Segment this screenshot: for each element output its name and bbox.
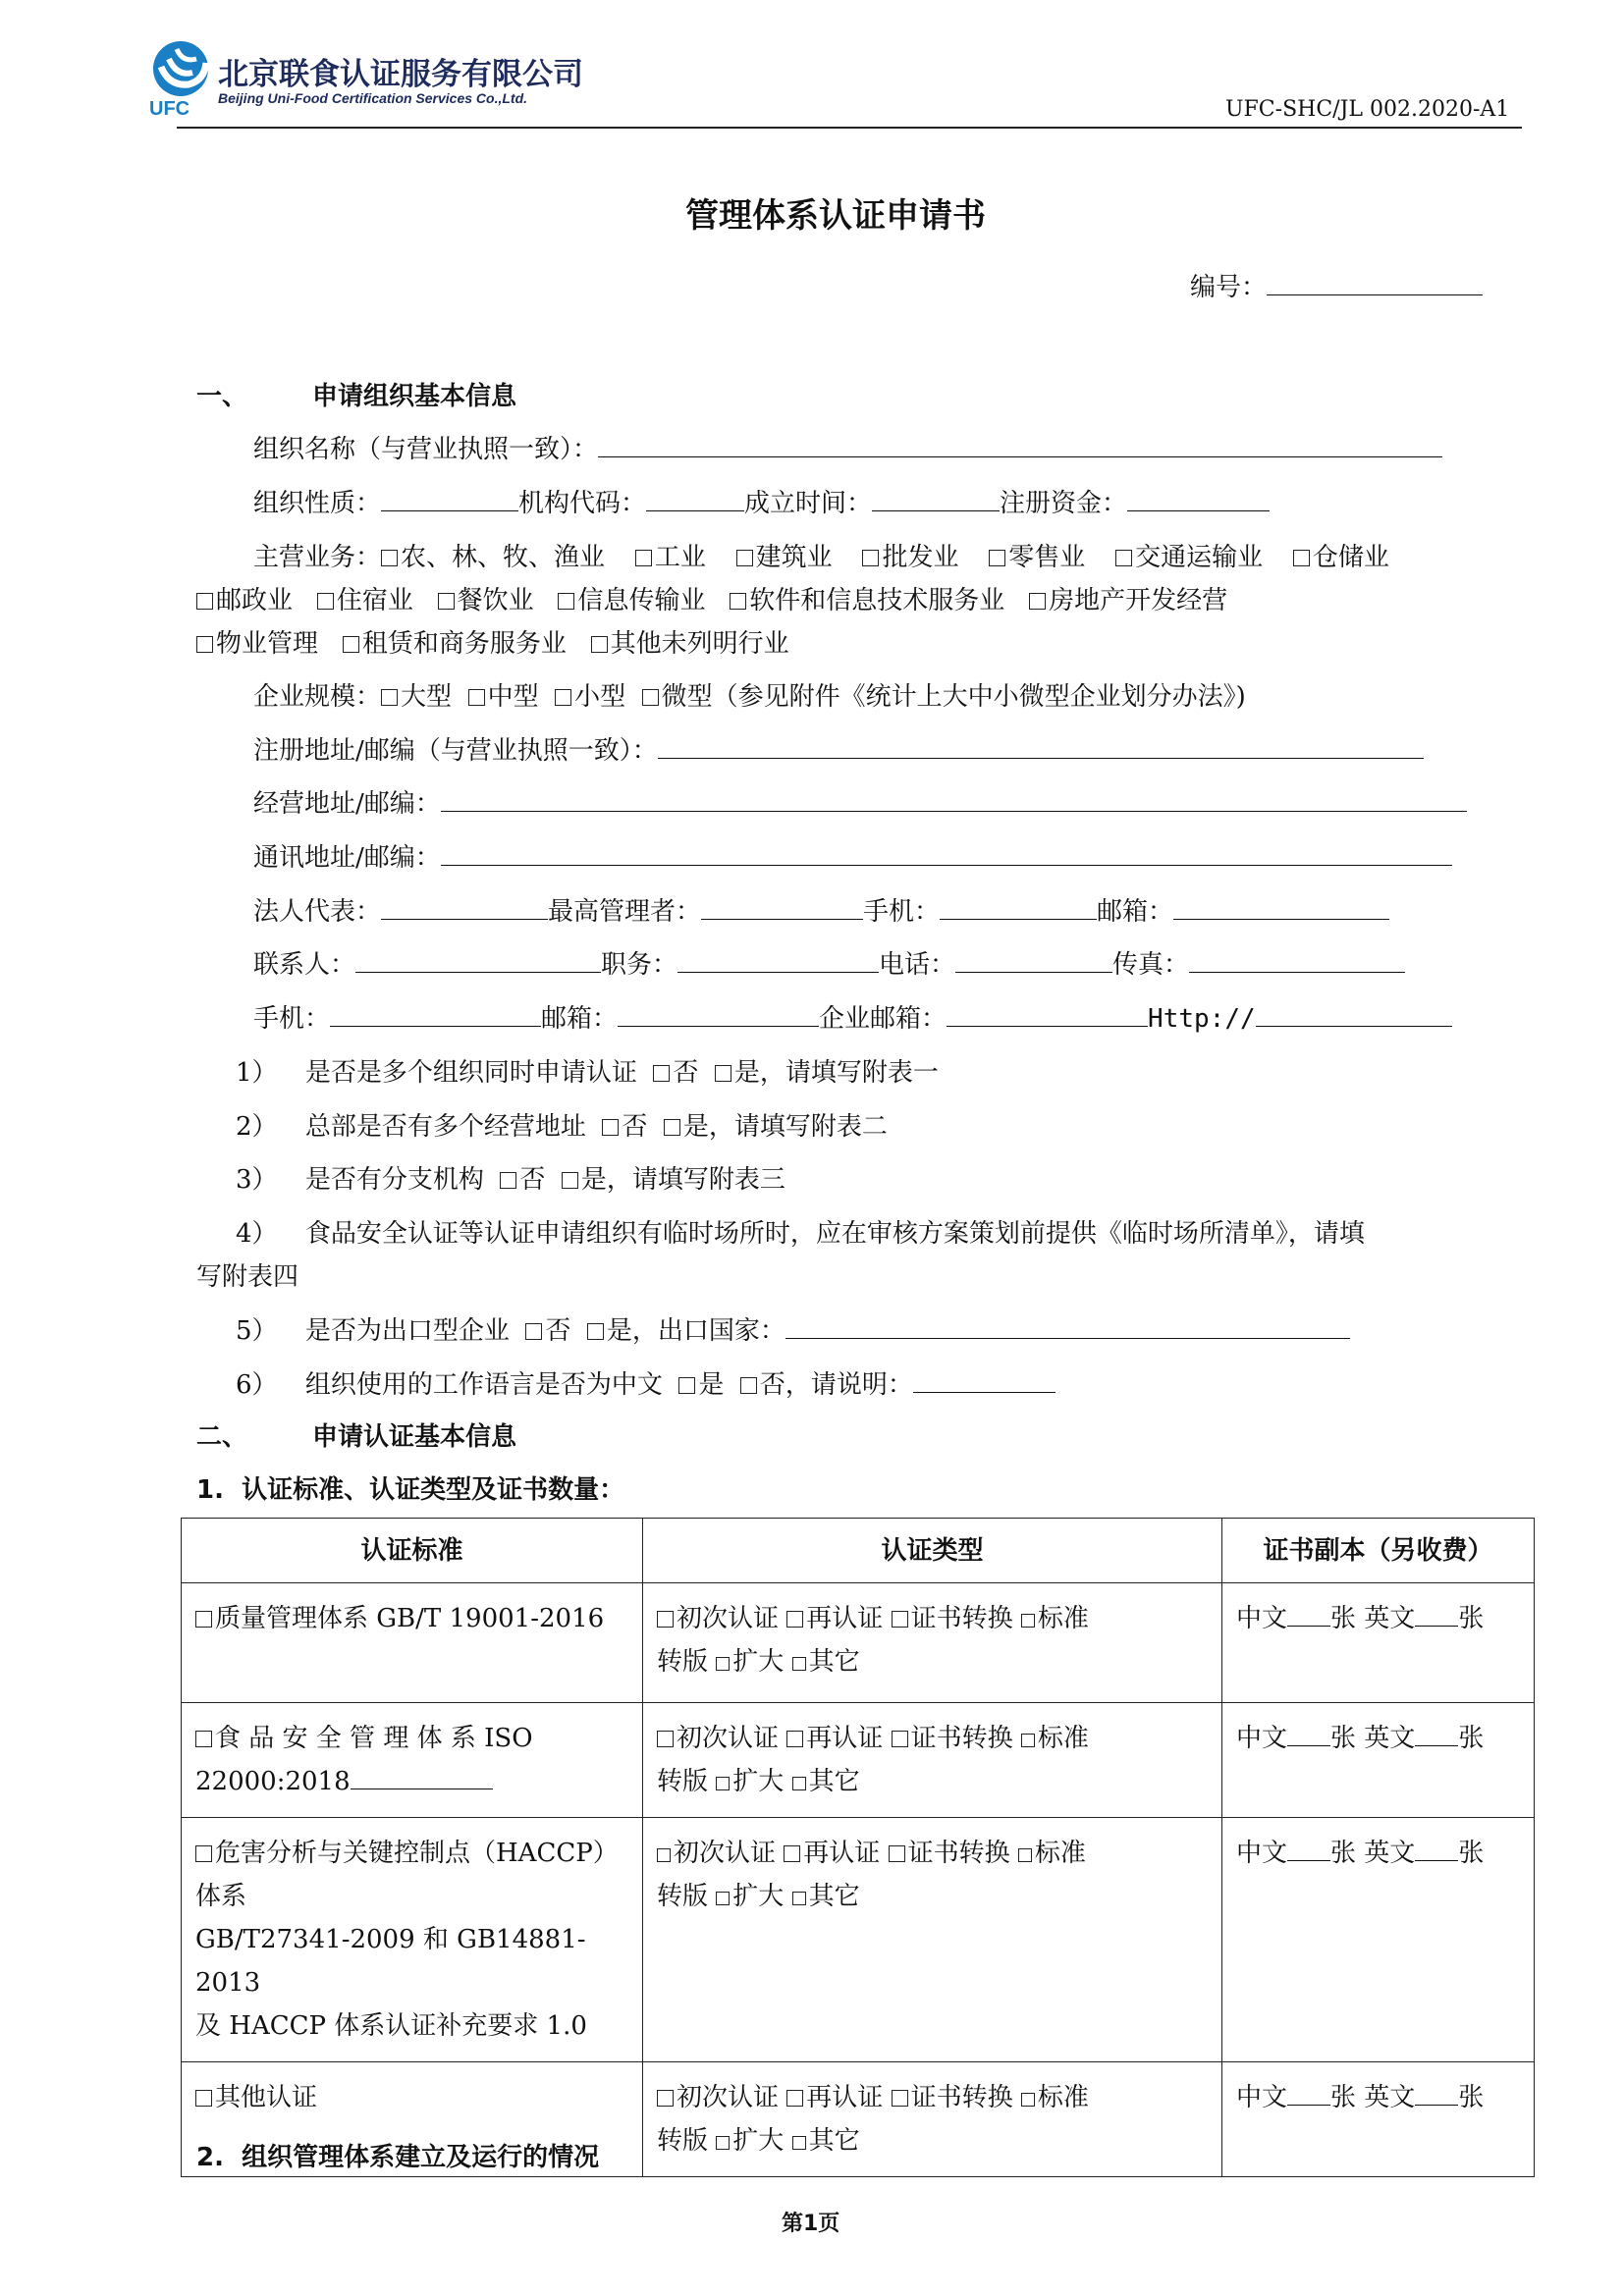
contact-row xyxy=(253,944,1405,981)
question-num: 3） xyxy=(236,1165,278,1195)
question-4-cont: 写附表四 xyxy=(196,1262,299,1292)
option-yes: 是，请填写附表三 xyxy=(580,1165,785,1195)
question-num: 5） xyxy=(236,1316,278,1346)
type-option: 转版 xyxy=(657,1647,709,1677)
language-note-blank[interactable] xyxy=(913,1366,1056,1393)
standard-text: 食 品 安 全 管 理 体 系 ISO xyxy=(215,1724,533,1753)
business-label: 主营业务： xyxy=(253,543,382,572)
reg-address-row xyxy=(253,730,1424,767)
standard-cell xyxy=(182,1818,643,2062)
section2-sub2: 2. 组织管理体系建立及运行的情况 xyxy=(196,2143,600,2172)
header-standard: 认证标准 xyxy=(182,1519,643,1583)
copy-cn-blank[interactable] xyxy=(1287,1722,1330,1746)
copy-unit: 张 xyxy=(1330,1839,1357,1868)
question-num: 1） xyxy=(236,1058,278,1088)
standard-text: 22000:2018 xyxy=(195,1767,351,1796)
checkbox[interactable] xyxy=(786,1731,803,1747)
question-num: 4） xyxy=(236,1219,278,1249)
page-number: 第1页 xyxy=(782,2212,840,2236)
copy-cell xyxy=(1222,1818,1535,2062)
checkbox[interactable] xyxy=(792,2136,806,2150)
type-option: 转版 xyxy=(657,2126,709,2156)
business-option: 住宿业 xyxy=(336,586,413,615)
copy-en-label: 英文 xyxy=(1364,1839,1416,1868)
page-title: 管理体系认证申请书 xyxy=(685,196,986,236)
scale-option: 小型 xyxy=(574,682,626,712)
type-option: 标准 xyxy=(1037,1724,1089,1753)
business-option: 租赁和商务服务业 xyxy=(361,629,567,659)
op-address-blank[interactable] xyxy=(441,785,1467,812)
type-option: 初次认证 xyxy=(674,1839,777,1868)
checkbox[interactable] xyxy=(381,689,398,706)
checkbox[interactable] xyxy=(862,550,879,566)
position-label: 职务： xyxy=(601,950,678,980)
option-yes: 是 xyxy=(698,1370,725,1400)
founded-blank[interactable] xyxy=(872,485,1000,511)
org-nature-blank[interactable] xyxy=(381,485,518,511)
checkbox-no[interactable] xyxy=(740,1377,757,1394)
option-no: 否，请说明： xyxy=(759,1370,913,1400)
business-row-3 xyxy=(196,623,789,660)
type-option: 初次认证 xyxy=(677,2083,780,2112)
copy-cn-blank[interactable] xyxy=(1287,1837,1330,1861)
checkbox[interactable] xyxy=(716,1777,730,1790)
contact-blank[interactable] xyxy=(355,946,601,973)
scale-option: 微型（参见附件《统计上大中小微型企业划分办法》) xyxy=(661,682,1246,712)
checkbox[interactable] xyxy=(195,1611,212,1628)
table-row xyxy=(182,1703,1535,1818)
checkbox[interactable] xyxy=(1018,1848,1032,1862)
option-yes: 是，请填写附表二 xyxy=(682,1112,888,1142)
option-no: 否 xyxy=(622,1112,648,1142)
question-3 xyxy=(236,1159,785,1196)
checkbox[interactable] xyxy=(657,1731,674,1747)
legal-rep-blank[interactable] xyxy=(381,893,548,920)
mail-address-row xyxy=(253,837,1452,874)
standard-text: 危害分析与关键控制点（HACCP） xyxy=(215,1839,619,1868)
checkbox-yes[interactable] xyxy=(678,1377,695,1394)
capital-blank[interactable] xyxy=(1127,485,1270,511)
checkbox[interactable] xyxy=(892,1731,908,1747)
type-option: 其它 xyxy=(808,1647,860,1677)
corp-email-blank[interactable] xyxy=(947,1000,1148,1027)
mail-address-label: 通讯地址/邮编： xyxy=(253,843,441,873)
checkbox[interactable] xyxy=(558,593,574,610)
business-option: 批发业 xyxy=(882,543,959,572)
type-option: 扩大 xyxy=(732,2126,785,2156)
checkbox[interactable] xyxy=(635,550,652,566)
question-text: 是否有分支机构 xyxy=(304,1165,484,1195)
checkbox[interactable] xyxy=(792,1657,806,1671)
business-option: 软件和信息技术服务业 xyxy=(749,586,1005,615)
http-label: Http:// xyxy=(1148,1004,1256,1034)
type-option: 标准 xyxy=(1037,1604,1089,1633)
logo-text: UFC xyxy=(149,98,190,120)
type-cell xyxy=(643,2062,1222,2177)
option-yes: 是，请填写附表一 xyxy=(733,1058,939,1088)
checkbox[interactable] xyxy=(784,1845,800,1862)
checkbox[interactable] xyxy=(195,1845,212,1862)
question-2 xyxy=(236,1106,888,1143)
question-text: 组织使用的工作语言是否为中文 xyxy=(304,1370,663,1400)
copy-en-blank[interactable] xyxy=(1415,1722,1458,1746)
section2-title: 申请认证基本信息 xyxy=(312,1422,517,1452)
position-blank[interactable] xyxy=(677,946,879,973)
op-address-row xyxy=(253,783,1467,820)
contact-label: 联系人： xyxy=(253,950,356,980)
standard-text: GB/T27341-2009 和 GB14881-2013 xyxy=(195,1925,586,1998)
checkbox[interactable] xyxy=(786,2090,803,2107)
scale-row xyxy=(253,676,1246,713)
copy-en-label: 英文 xyxy=(1364,2083,1416,2112)
checkbox[interactable] xyxy=(381,550,398,566)
checkbox-yes[interactable] xyxy=(715,1065,731,1082)
number-blank[interactable] xyxy=(1267,269,1483,295)
type-option: 再认证 xyxy=(806,1724,884,1753)
checkbox[interactable] xyxy=(889,1845,905,1862)
business-row-2 xyxy=(196,580,1227,616)
mobile-blank[interactable] xyxy=(940,893,1097,920)
copy-unit: 张 xyxy=(1330,1604,1357,1633)
question-1 xyxy=(236,1052,939,1089)
copy-unit: 张 xyxy=(1330,1724,1357,1753)
business-option: 仓储业 xyxy=(1312,543,1389,572)
business-option: 信息传输业 xyxy=(577,586,706,615)
checkbox[interactable] xyxy=(657,1611,674,1628)
checkbox[interactable] xyxy=(1293,550,1310,566)
checkbox[interactable] xyxy=(892,2090,908,2107)
copy-unit: 张 xyxy=(1458,1604,1485,1633)
email2-blank[interactable] xyxy=(618,1000,819,1027)
standard-text: 及 HACCP 体系认证补充要求 1.0 xyxy=(195,2011,587,2041)
fax-label: 传真： xyxy=(1112,950,1190,980)
standard-text: 质量管理体系 GB/T 19001-2016 xyxy=(215,1604,605,1633)
org-name-label: 组织名称（与营业执照一致）： xyxy=(253,435,599,464)
checkbox[interactable] xyxy=(195,2090,212,2107)
mobile-email-row xyxy=(253,998,1452,1035)
number-label: 编号： xyxy=(1190,273,1268,302)
org-name-blank[interactable] xyxy=(598,431,1442,457)
header-type: 认证类型 xyxy=(643,1519,1222,1583)
business-option: 邮政业 xyxy=(216,586,294,615)
question-6 xyxy=(236,1364,1056,1401)
section2-num: 二、 xyxy=(196,1422,248,1452)
copy-cn-label: 中文 xyxy=(1236,1839,1288,1868)
type-option: 证书转换 xyxy=(907,1839,1010,1868)
checkbox[interactable] xyxy=(317,593,334,610)
checkbox[interactable] xyxy=(468,689,485,706)
business-option: 餐饮业 xyxy=(457,586,534,615)
type-option: 初次认证 xyxy=(677,1604,780,1633)
org-nature-label: 组织性质： xyxy=(253,489,382,518)
checkbox-no[interactable] xyxy=(500,1172,516,1189)
http-blank[interactable] xyxy=(1256,1000,1452,1027)
checkbox[interactable] xyxy=(716,1892,730,1905)
checkbox[interactable] xyxy=(343,636,359,653)
question-4 xyxy=(236,1213,1365,1250)
section1-num: 一、 xyxy=(196,382,248,411)
copy-cell xyxy=(1222,2062,1535,2177)
org-name-row xyxy=(253,429,1442,465)
reg-address-label: 注册地址/邮编（与营业执照一致）： xyxy=(253,736,658,766)
business-option: 农、林、牧、渔业 xyxy=(401,543,606,572)
checkbox[interactable] xyxy=(1115,550,1132,566)
type-option: 初次认证 xyxy=(677,1724,780,1753)
type-option: 证书转换 xyxy=(910,1724,1013,1753)
scale-option: 中型 xyxy=(487,682,539,712)
standard-cell xyxy=(182,1583,643,1703)
company-name-en: Beijing Uni-Food Certification Services Co.,Ltd. xyxy=(218,90,528,106)
checkbox[interactable] xyxy=(555,689,571,706)
copy-en-blank[interactable] xyxy=(1415,1602,1458,1627)
checkbox[interactable] xyxy=(716,2136,730,2150)
checkbox[interactable] xyxy=(657,1848,671,1862)
checkbox[interactable] xyxy=(989,550,1005,566)
checkbox[interactable] xyxy=(786,1611,803,1628)
checkbox[interactable] xyxy=(196,593,213,610)
checkbox-no[interactable] xyxy=(525,1323,542,1340)
standard-text: 其他认证 xyxy=(215,2083,318,2112)
header-copy: 证书副本（另收费） xyxy=(1222,1519,1535,1583)
checkbox[interactable] xyxy=(892,1611,908,1628)
copy-unit: 张 xyxy=(1458,2083,1485,2112)
question-5 xyxy=(236,1310,1350,1347)
capital-label: 注册资金： xyxy=(1000,489,1128,518)
type-option: 扩大 xyxy=(732,1882,785,1911)
copy-unit: 张 xyxy=(1458,1724,1485,1753)
checkbox[interactable] xyxy=(591,636,608,653)
mobile-label: 手机： xyxy=(863,897,941,927)
type-cell xyxy=(643,1703,1222,1818)
copy-unit: 张 xyxy=(1458,1839,1485,1868)
copy-cell xyxy=(1222,1583,1535,1703)
checkbox[interactable] xyxy=(792,1892,806,1905)
type-option: 扩大 xyxy=(732,1647,785,1677)
checkbox[interactable] xyxy=(438,593,455,610)
scale-option: 大型 xyxy=(401,682,453,712)
copy-en-blank[interactable] xyxy=(1415,1837,1458,1861)
legal-rep-label: 法人代表： xyxy=(253,897,382,927)
business-option: 交通运输业 xyxy=(1135,543,1264,572)
copy-cell xyxy=(1222,1703,1535,1818)
email2-label: 邮箱： xyxy=(541,1004,619,1034)
type-option: 其它 xyxy=(808,1882,860,1911)
copy-unit: 张 xyxy=(1330,2083,1357,2112)
phone-label: 电话： xyxy=(879,950,956,980)
cert-table xyxy=(181,1518,1535,2177)
question-text: 是否是多个组织同时申请认证 xyxy=(304,1058,637,1088)
doc-code: UFC-SHC/JL 002.2020-A1 xyxy=(1225,97,1510,122)
business-row-1 xyxy=(253,537,1389,573)
type-option: 证书转换 xyxy=(910,2083,1013,2112)
section2-sub1: 1. 认证标准、认证类型及证书数量： xyxy=(196,1475,625,1505)
checkbox-yes[interactable] xyxy=(562,1172,578,1189)
standard-blank[interactable] xyxy=(351,1763,493,1789)
type-option: 再认证 xyxy=(806,1604,884,1633)
checkbox-no[interactable] xyxy=(602,1119,619,1136)
fax-blank[interactable] xyxy=(1189,946,1405,973)
reg-address-blank[interactable] xyxy=(658,732,1424,759)
org-nature-row xyxy=(253,483,1270,519)
table-row xyxy=(182,1583,1535,1703)
checkbox[interactable] xyxy=(736,550,753,566)
table-header-row xyxy=(182,1519,1535,1583)
type-option: 扩大 xyxy=(732,1767,785,1796)
business-option: 零售业 xyxy=(1008,543,1086,572)
top-mgr-blank[interactable] xyxy=(701,893,863,920)
option-no: 否 xyxy=(545,1316,571,1346)
standard-text: 体系 xyxy=(195,1882,247,1911)
copy-cn-label: 中文 xyxy=(1236,1604,1288,1633)
copy-en-blank[interactable] xyxy=(1415,2081,1458,2106)
copy-en-label: 英文 xyxy=(1364,1724,1416,1753)
export-country-blank[interactable] xyxy=(785,1312,1350,1339)
legal-rep-row xyxy=(253,891,1389,928)
business-option: 物业管理 xyxy=(216,629,319,659)
checkbox[interactable] xyxy=(195,1731,212,1747)
number-field xyxy=(1190,267,1483,303)
business-option: 房地产开发经营 xyxy=(1049,586,1228,615)
table-row xyxy=(182,1818,1535,2062)
header-divider xyxy=(177,127,1522,129)
corp-email-label: 企业邮箱： xyxy=(819,1004,947,1034)
email-label: 邮箱： xyxy=(1097,897,1174,927)
checkbox[interactable] xyxy=(1021,1734,1035,1747)
email-blank[interactable] xyxy=(1173,893,1389,920)
mobile2-label: 手机： xyxy=(253,1004,331,1034)
mail-address-blank[interactable] xyxy=(441,839,1452,866)
question-num: 6） xyxy=(236,1370,278,1400)
business-option: 建筑业 xyxy=(755,543,833,572)
phone-blank[interactable] xyxy=(955,946,1112,973)
type-option: 转版 xyxy=(657,1767,709,1796)
question-text: 食品安全认证等认证申请组织有临时场所时，应在审核方案策划前提供《临时场所清单》，请填 xyxy=(304,1219,1365,1249)
scale-label: 企业规模： xyxy=(253,682,382,712)
type-option: 标准 xyxy=(1034,1839,1086,1868)
section1-title: 申请组织基本信息 xyxy=(312,382,517,411)
mobile2-blank[interactable] xyxy=(330,1000,541,1027)
business-option: 其他未列明行业 xyxy=(610,629,789,659)
checkbox[interactable] xyxy=(1021,2093,1035,2107)
checkbox[interactable] xyxy=(716,1657,730,1671)
type-cell xyxy=(643,1583,1222,1703)
question-num: 2） xyxy=(236,1112,278,1142)
question-text: 总部是否有多个经营地址 xyxy=(304,1112,586,1142)
question-text: 是否为出口型企业 xyxy=(304,1316,510,1346)
org-code-label: 机构代码： xyxy=(518,489,647,518)
org-code-blank[interactable] xyxy=(646,485,744,511)
checkbox[interactable] xyxy=(642,689,659,706)
company-name-cn: 北京联食认证服务有限公司 xyxy=(218,57,583,92)
copy-cn-blank[interactable] xyxy=(1287,1602,1330,1627)
type-cell xyxy=(643,1818,1222,2062)
option-yes: 是，出口国家： xyxy=(606,1316,785,1346)
checkbox-yes[interactable] xyxy=(587,1323,604,1340)
checkbox-yes[interactable] xyxy=(664,1119,680,1136)
type-option: 标准 xyxy=(1037,2083,1089,2112)
checkbox[interactable] xyxy=(1021,1614,1035,1628)
founded-label: 成立时间： xyxy=(744,489,873,518)
copy-cn-label: 中文 xyxy=(1236,2083,1288,2112)
copy-cn-label: 中文 xyxy=(1236,1724,1288,1753)
checkbox[interactable] xyxy=(657,2090,674,2107)
type-option: 转版 xyxy=(657,1882,709,1911)
op-address-label: 经营地址/邮编： xyxy=(253,789,441,819)
checkbox[interactable] xyxy=(792,1777,806,1790)
option-no: 否 xyxy=(673,1058,699,1088)
type-option: 其它 xyxy=(808,1767,860,1796)
copy-en-label: 英文 xyxy=(1364,1604,1416,1633)
business-option: 工业 xyxy=(654,543,706,572)
standard-cell xyxy=(182,1703,643,1818)
type-option: 再认证 xyxy=(806,2083,884,2112)
checkbox-no[interactable] xyxy=(653,1065,670,1082)
checkbox[interactable] xyxy=(196,636,213,653)
copy-cn-blank[interactable] xyxy=(1287,2081,1330,2106)
type-option: 再认证 xyxy=(803,1839,881,1868)
type-option: 证书转换 xyxy=(910,1604,1013,1633)
checkbox[interactable] xyxy=(1029,593,1046,610)
top-mgr-label: 最高管理者： xyxy=(548,897,702,927)
checkbox[interactable] xyxy=(730,593,746,610)
type-option: 其它 xyxy=(808,2126,860,2156)
option-no: 否 xyxy=(519,1165,546,1195)
